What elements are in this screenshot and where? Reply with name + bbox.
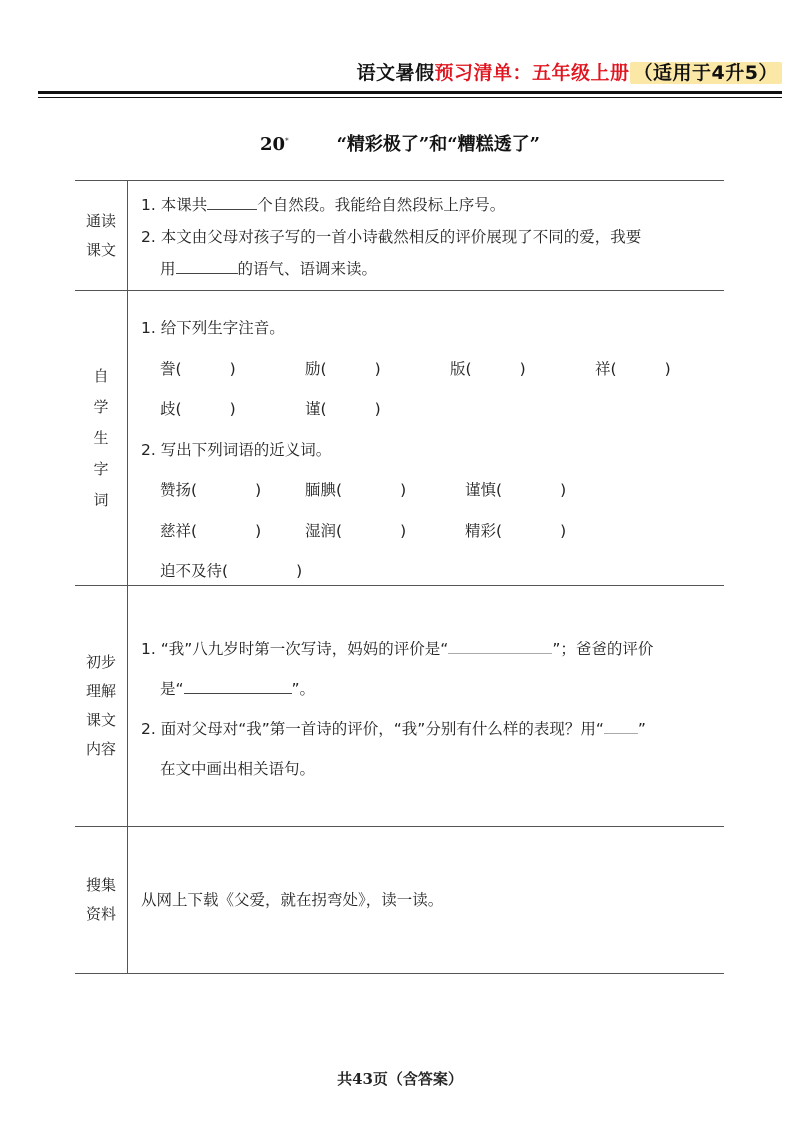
lesson-number: 20* — [260, 134, 289, 155]
collect-text: 从网上下载《父爱，就在拐弯处》，读一读。 — [141, 891, 444, 909]
synonym-row-1 — [141, 470, 716, 511]
pinyin-item[interactable]: 誊( ) — [160, 359, 236, 378]
words-question-1: 1. 给下列生字注音。 — [141, 319, 285, 337]
blank-underline-mark[interactable] — [604, 713, 638, 734]
section-label-reading: 通读 课文 — [75, 181, 128, 290]
document-header — [357, 58, 782, 85]
header-title: 预习清单：五年级上册 — [434, 62, 630, 84]
synonym-item[interactable]: 谨慎( ) — [465, 481, 567, 499]
section-reading — [75, 180, 724, 290]
understand-q2-line-1: 2. 面对父母对“我”第一首诗的评价，“我”分别有什么样的表现？用“ ” — [141, 709, 716, 749]
synonym-item[interactable]: 精彩( ) — [465, 521, 567, 540]
reading-item-2-line-2: 用 的语气、语调来读。 — [141, 253, 716, 285]
lesson-name: “精彩极了”和“糟糕透了” — [336, 134, 540, 155]
understand-q2-line-2: 在文中画出相关语句。 — [160, 760, 316, 778]
section-words — [75, 290, 724, 585]
pinyin-item[interactable]: 祥( ) — [595, 359, 671, 378]
lesson-marker: * — [285, 137, 289, 145]
reading-item-2-line-1: 2. 本文由父母对孩子写的一首小诗截然相反的评价展现了不同的爱，我要 — [141, 228, 642, 246]
pinyin-row-1 — [141, 349, 716, 390]
page-footer: 共43页（含答案） — [337, 1070, 463, 1088]
section-understand — [75, 585, 724, 826]
synonym-item[interactable]: 湿润( ) — [305, 521, 407, 540]
section-label-collect: 搜集 资料 — [75, 827, 128, 973]
pinyin-item[interactable]: 版( ) — [450, 359, 526, 378]
pinyin-item[interactable]: 谨( ) — [305, 400, 381, 418]
section-collect — [75, 826, 724, 974]
pinyin-row-2 — [141, 389, 716, 430]
understand-q1-line-2: 是“ ”。 — [141, 669, 716, 709]
understand-q1-line-1: 1. “我”八九岁时第一次写诗，妈妈的评价是“ ”；爸爸的评价 — [141, 629, 716, 669]
synonym-item[interactable]: 慈祥( ) — [160, 521, 262, 540]
header-rule-thin — [38, 97, 782, 98]
synonym-row-2 — [141, 511, 716, 552]
reading-item-1: 1. 本课共 个自然段。我能给自然段标上序号。 — [141, 189, 716, 221]
blank-father-comment[interactable] — [184, 673, 292, 694]
synonym-item[interactable]: 腼腆( ) — [305, 481, 407, 499]
header-grade-note: （适用于4升5） — [630, 62, 782, 84]
words-question-2: 2. 写出下列词语的近义词。 — [141, 440, 332, 459]
pinyin-item[interactable]: 歧( ) — [160, 400, 236, 418]
preview-table — [75, 180, 724, 974]
section-label-words: 自 学 生 字 词 — [75, 291, 128, 585]
header-rule-thick — [38, 91, 782, 94]
section-label-understand: 初步 理解 课文 内容 — [75, 586, 128, 826]
blank-tone[interactable] — [176, 253, 238, 274]
blank-mother-comment[interactable] — [448, 633, 552, 654]
blank-paragraph-count[interactable] — [207, 189, 257, 210]
header-subject: 语文暑假 — [356, 62, 435, 84]
pinyin-item[interactable]: 励( ) — [305, 359, 381, 378]
synonym-item[interactable]: 赞扬( ) — [160, 481, 262, 499]
lesson-title — [0, 130, 800, 156]
synonym-item[interactable]: 迫不及待( ) — [160, 562, 303, 580]
